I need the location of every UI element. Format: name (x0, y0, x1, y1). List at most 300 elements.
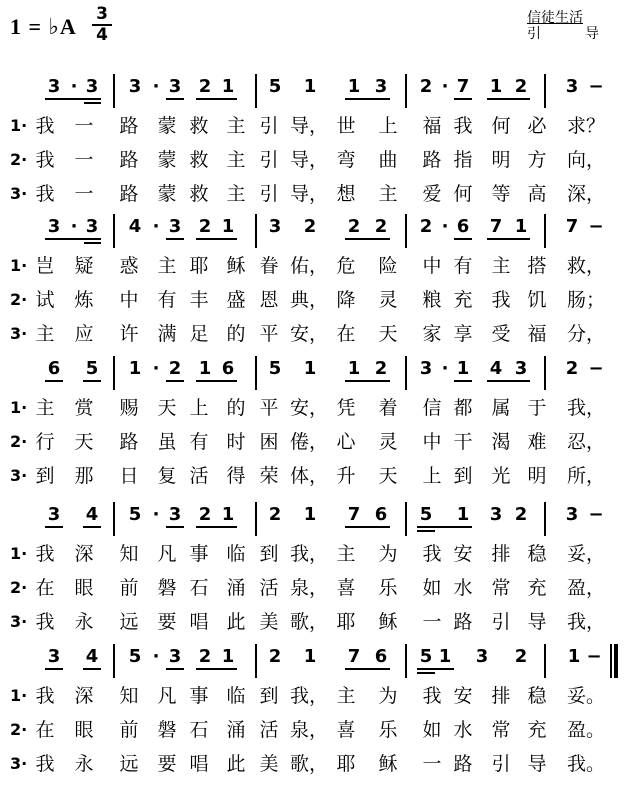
lyric-char: 在 (35, 719, 55, 741)
verse-number: 1· (10, 256, 28, 275)
lyric-char: 我， (567, 611, 606, 633)
lyric-char: 心 (336, 431, 356, 453)
lyric-char: 导 (527, 611, 547, 633)
lyric-char: 属 (491, 397, 511, 419)
note-digit: 5 (268, 76, 282, 97)
lyric-line (0, 574, 627, 602)
lyric-char: 灵 (378, 289, 398, 311)
note-digit: 5 (128, 646, 142, 667)
lyric-char: 前 (119, 719, 139, 741)
lyric-char: 知 (119, 685, 139, 707)
lyric-char: 家 (422, 323, 442, 345)
underline-beam (83, 668, 101, 670)
lyric-char: 石 (189, 577, 209, 599)
barline (544, 502, 546, 536)
lyric-char: 歌， (290, 753, 329, 775)
lyric-char: 主 (491, 255, 511, 277)
underline-beam (417, 668, 454, 670)
underline-beam (45, 380, 63, 382)
note-digit: 5 (268, 358, 282, 379)
note-digit: 4 (85, 646, 99, 667)
lyric-line (0, 252, 627, 280)
lyric-line (0, 540, 627, 568)
lyric-char: 路 (119, 183, 139, 205)
lyric-char: 此 (226, 611, 246, 633)
lyric-char: 惑 (119, 255, 139, 277)
dash-extension: − (588, 216, 604, 237)
barline (610, 644, 612, 678)
underline-beam (83, 380, 101, 382)
lyric-char: 疑 (74, 255, 94, 277)
lyric-char: 何 (491, 115, 511, 137)
verse-number: 3· (10, 324, 28, 343)
underline-beam (45, 526, 63, 528)
lyric-char: 明 (491, 149, 511, 171)
note-digit: 6 (221, 358, 235, 379)
lyric-char: 降 (336, 289, 356, 311)
underline-beam (166, 238, 184, 240)
lyric-char: 肠； (567, 289, 606, 311)
lyric-char: 盛 (226, 289, 246, 311)
note-digit: 1 (221, 216, 235, 237)
lyric-char: 引 (491, 753, 511, 775)
lyric-char: 眷 (259, 255, 279, 277)
lyric-char: 分， (567, 323, 606, 345)
underline-beam (454, 98, 472, 100)
lyric-char: 主 (336, 543, 356, 565)
verse-number: 2· (10, 578, 28, 597)
barline (113, 74, 115, 108)
lyric-char: 上 (189, 397, 209, 419)
note-digit: 2 (198, 216, 212, 237)
dot-extension: · (152, 646, 160, 667)
lyric-line (0, 394, 627, 422)
lyric-char: 我 (35, 611, 55, 633)
lyric-char: 一 (422, 611, 442, 633)
dash-extension: − (588, 358, 604, 379)
lyric-char: 福 (527, 323, 547, 345)
lyric-char: 都 (453, 397, 473, 419)
lyric-char: 为 (378, 543, 398, 565)
dash-extension: − (586, 646, 602, 667)
lyric-char: 渴 (491, 431, 511, 453)
lyric-char: 安， (290, 323, 329, 345)
lyric-char: 蒙 (157, 115, 177, 137)
lyric-char: 倦， (290, 431, 329, 453)
lyric-char: 天 (378, 465, 398, 487)
note-digit: 3 (168, 646, 182, 667)
note-digit: 6 (374, 646, 388, 667)
lyric-char: 为 (378, 685, 398, 707)
lyric-char: 路 (119, 149, 139, 171)
lyric-char: 享 (453, 323, 473, 345)
underline-beam (417, 672, 435, 674)
lyric-char: 搭 (527, 255, 547, 277)
lyric-char: 炼 (74, 289, 94, 311)
note-digit: 1 (514, 216, 528, 237)
underline-beam (166, 98, 184, 100)
note-digit: 3 (489, 504, 503, 525)
lyric-char: 时 (226, 431, 246, 453)
lyric-char: 充 (527, 577, 547, 599)
key-signature: 1 = ♭A (10, 14, 77, 39)
lyric-char: 体， (290, 465, 329, 487)
underline-beam (166, 380, 184, 382)
lyric-char: 危 (336, 255, 356, 277)
lyric-char: 乐 (378, 719, 398, 741)
lyric-char: 泉， (290, 577, 329, 599)
lyric-char: 我 (35, 183, 55, 205)
lyric-char: 高 (527, 183, 547, 205)
lyric-char: 试 (35, 289, 55, 311)
underline-beam (84, 102, 101, 104)
barline (405, 214, 407, 248)
lyric-char: 在 (336, 323, 356, 345)
song-title-char: 导 (585, 26, 599, 42)
lyric-char: 得 (226, 465, 246, 487)
underline-beam (454, 380, 472, 382)
lyric-char: 蒙 (157, 149, 177, 171)
lyric-char: 稳 (527, 543, 547, 565)
lyric-char: 路 (119, 115, 139, 137)
lyric-line (0, 180, 627, 208)
lyric-line (0, 112, 627, 140)
lyric-char: 盈， (567, 577, 606, 599)
lyric-line (0, 750, 627, 778)
lyric-char: 活 (189, 465, 209, 487)
lyric-char: 救 (189, 115, 209, 137)
lyric-char: 有 (157, 289, 177, 311)
lyric-char: 复 (157, 465, 177, 487)
lyric-line (0, 462, 627, 490)
lyric-char: 难 (527, 431, 547, 453)
note-digit: 2 (374, 358, 388, 379)
verse-number: 1· (10, 544, 28, 563)
underline-beam (83, 526, 101, 528)
lyric-char: 弯 (336, 149, 356, 171)
lyric-char: 上 (422, 465, 442, 487)
lyric-char: 我 (35, 753, 55, 775)
lyric-char: 事 (189, 685, 209, 707)
lyric-char: 主 (336, 685, 356, 707)
lyric-char: 受 (491, 323, 511, 345)
lyric-char: 导 (527, 753, 547, 775)
lyric-char: 天 (378, 323, 398, 345)
note-digit: 7 (565, 216, 579, 237)
lyric-char: 引 (259, 183, 279, 205)
lyric-char: 到 (259, 543, 279, 565)
lyric-char: 凡 (157, 543, 177, 565)
lyric-char: 赐 (119, 397, 139, 419)
lyric-char: 向， (567, 149, 606, 171)
note-digit: 2 (514, 646, 528, 667)
underline-beam (487, 98, 530, 100)
lyric-char: 那 (74, 465, 94, 487)
note-digit: 3 (419, 358, 433, 379)
dash-extension: − (588, 504, 604, 525)
note-digit: 1 (303, 358, 317, 379)
lyric-char: 岂 (35, 255, 55, 277)
note-digit: 2 (419, 76, 433, 97)
lyric-char: 救 (189, 149, 209, 171)
lyric-char: 我， (290, 543, 329, 565)
note-digit: 3 (168, 216, 182, 237)
lyric-char: 我 (422, 685, 442, 707)
note-digit: 1 (221, 76, 235, 97)
lyric-char: 耶 (189, 255, 209, 277)
lyric-char: 主 (378, 183, 398, 205)
lyric-char: 佑， (290, 255, 329, 277)
lyric-char: 福 (422, 115, 442, 137)
dot-extension: · (441, 216, 449, 237)
lyric-char: 稳 (527, 685, 547, 707)
lyric-char: 引 (491, 611, 511, 633)
lyric-char: 到 (259, 685, 279, 707)
note-digit: 1 (303, 646, 317, 667)
lyric-char: 必 (527, 115, 547, 137)
lyric-char: 妥。 (567, 685, 606, 707)
lyric-char: 充 (453, 289, 473, 311)
note-digit: 1 (567, 646, 581, 667)
lyric-char: 等 (491, 183, 511, 205)
note-digit: 3 (47, 504, 61, 525)
underline-beam (345, 238, 390, 240)
underline-beam (196, 98, 237, 100)
note-digit: 2 (168, 358, 182, 379)
note-digit: 1 (347, 358, 361, 379)
note-digit: 3 (374, 76, 388, 97)
note-digit: 1 (438, 646, 452, 667)
lyric-char: 我 (453, 115, 473, 137)
lyric-char: 我 (35, 149, 55, 171)
lyric-char: 知 (119, 543, 139, 565)
lyric-char: 深 (74, 685, 94, 707)
underline-beam (196, 668, 237, 670)
lyric-char: 上 (378, 115, 398, 137)
lyric-char: 着 (378, 397, 398, 419)
dot-extension: · (441, 358, 449, 379)
final-barline (614, 644, 618, 678)
lyric-char: 凡 (157, 685, 177, 707)
lyric-char: 排 (491, 543, 511, 565)
barline (544, 74, 546, 108)
note-digit: 3 (85, 76, 99, 97)
underline-beam (487, 238, 530, 240)
lyric-char: 行 (35, 431, 55, 453)
underline-beam (345, 380, 390, 382)
note-digit: 3 (514, 358, 528, 379)
lyric-char: 稣 (378, 611, 398, 633)
note-digit: 2 (347, 216, 361, 237)
barline (405, 644, 407, 678)
note-digit: 3 (565, 76, 579, 97)
lyric-char: 一 (74, 183, 94, 205)
lyric-char: 爱 (422, 183, 442, 205)
underline-beam (454, 238, 472, 240)
lyric-char: 明 (527, 465, 547, 487)
lyric-char: 有 (453, 255, 473, 277)
song-title (527, 26, 599, 42)
lyric-char: 引 (259, 149, 279, 171)
underline-beam (345, 668, 390, 670)
note-digit: 7 (347, 646, 361, 667)
barline (544, 214, 546, 248)
lyric-char: 天 (74, 431, 94, 453)
lyric-char: 导， (290, 183, 329, 205)
verse-number: 2· (10, 432, 28, 451)
barline (113, 214, 115, 248)
note-digit: 1 (347, 76, 361, 97)
note-digit: 3 (168, 504, 182, 525)
lyric-char: 远 (119, 753, 139, 775)
score-header (0, 0, 627, 70)
lyric-char: 充 (527, 719, 547, 741)
verse-number: 1· (10, 398, 28, 417)
lyric-char: 安， (290, 397, 329, 419)
lyric-char: 前 (119, 577, 139, 599)
time-bottom: 4 (96, 25, 108, 45)
verse-number: 3· (10, 754, 28, 773)
lyric-char: 此 (226, 753, 246, 775)
notation-row (0, 212, 627, 248)
underline-beam (417, 526, 472, 528)
lyric-char: 足 (189, 323, 209, 345)
lyric-char: 许 (119, 323, 139, 345)
dot-extension: · (152, 358, 160, 379)
verse-number: 1· (10, 686, 28, 705)
lyric-char: 到 (35, 465, 55, 487)
verse-number: 3· (10, 466, 28, 485)
lyric-char: 主 (226, 149, 246, 171)
lyric-char: 涌 (226, 719, 246, 741)
lyric-char: 何 (453, 183, 473, 205)
note-digit: 3 (47, 216, 61, 237)
lyric-char: 灵 (378, 431, 398, 453)
verse-number: 2· (10, 720, 28, 739)
barline (255, 214, 257, 248)
lyric-char: 深， (567, 183, 606, 205)
note-digit: 1 (128, 358, 142, 379)
barline (255, 74, 257, 108)
lyric-char: 我， (290, 685, 329, 707)
note-digit: 5 (85, 358, 99, 379)
lyric-char: 路 (119, 431, 139, 453)
lyric-char: 排 (491, 685, 511, 707)
note-digit: 4 (489, 358, 503, 379)
barline (255, 356, 257, 390)
lyric-char: 主 (35, 323, 55, 345)
note-digit: 7 (489, 216, 503, 237)
note-digit: 1 (221, 504, 235, 525)
lyric-char: 于 (527, 397, 547, 419)
note-digit: 4 (85, 504, 99, 525)
lyric-char: 安 (453, 543, 473, 565)
lyric-char: 唱 (189, 611, 209, 633)
barline (405, 502, 407, 536)
lyric-line (0, 608, 627, 636)
lyric-char: 荣 (259, 465, 279, 487)
lyric-line (0, 286, 627, 314)
underline-beam (45, 668, 63, 670)
lyric-char: 所， (567, 465, 606, 487)
lyric-char: 忍， (567, 431, 606, 453)
note-digit: 1 (489, 76, 503, 97)
lyric-char: 妥， (567, 543, 606, 565)
underline-beam (487, 380, 530, 382)
lyric-char: 涌 (226, 577, 246, 599)
note-digit: 5 (419, 504, 433, 525)
note-digit: 1 (198, 358, 212, 379)
lyric-char: 有 (189, 431, 209, 453)
lyric-char: 恩 (259, 289, 279, 311)
lyric-char: 常 (491, 577, 511, 599)
barline (405, 356, 407, 390)
dash-extension: − (588, 76, 604, 97)
lyric-char: 指 (453, 149, 473, 171)
underline-beam (196, 526, 237, 528)
lyric-char: 唱 (189, 753, 209, 775)
lyric-char: 干 (453, 431, 473, 453)
lyric-char: 一 (74, 115, 94, 137)
lyric-char: 的 (226, 323, 246, 345)
verse-number: 2· (10, 290, 28, 309)
note-digit: 2 (419, 216, 433, 237)
lyric-char: 美 (259, 753, 279, 775)
note-digit: 3 (47, 646, 61, 667)
lyric-char: 水 (453, 719, 473, 741)
note-digit: 2 (198, 504, 212, 525)
note-digit: 3 (47, 76, 61, 97)
lyric-char: 永 (74, 611, 94, 633)
note-digit: 2 (268, 504, 282, 525)
note-digit: 1 (303, 504, 317, 525)
lyric-line (0, 682, 627, 710)
lyric-char: 路 (422, 149, 442, 171)
notation-row (0, 72, 627, 108)
lyric-char: 美 (259, 611, 279, 633)
note-digit: 4 (128, 216, 142, 237)
lyric-char: 眼 (74, 577, 94, 599)
lyric-char: 石 (189, 719, 209, 741)
barline (255, 502, 257, 536)
underline-beam (166, 668, 184, 670)
lyric-char: 我 (491, 289, 511, 311)
lyric-char: 泉， (290, 719, 329, 741)
dot-extension: · (152, 216, 160, 237)
dot-extension: · (152, 76, 160, 97)
underline-beam (345, 526, 390, 528)
underline-beam (166, 526, 184, 528)
lyric-char: 丰 (189, 289, 209, 311)
lyric-char: 耶 (336, 753, 356, 775)
lyric-char: 导， (290, 115, 329, 137)
lyric-char: 如 (422, 719, 442, 741)
lyric-char: 信 (422, 397, 442, 419)
lyric-char: 事 (189, 543, 209, 565)
lyric-char: 我， (567, 397, 606, 419)
note-digit: 5 (419, 646, 433, 667)
lyric-char: 歌， (290, 611, 329, 633)
lyric-char: 永 (74, 753, 94, 775)
dot-extension: · (152, 504, 160, 525)
lyric-char: 凭 (336, 397, 356, 419)
lyric-char: 一 (422, 753, 442, 775)
lyric-char: 主 (226, 115, 246, 137)
lyric-line (0, 320, 627, 348)
note-digit: 3 (475, 646, 489, 667)
note-digit: 1 (303, 76, 317, 97)
note-digit: 1 (456, 358, 470, 379)
